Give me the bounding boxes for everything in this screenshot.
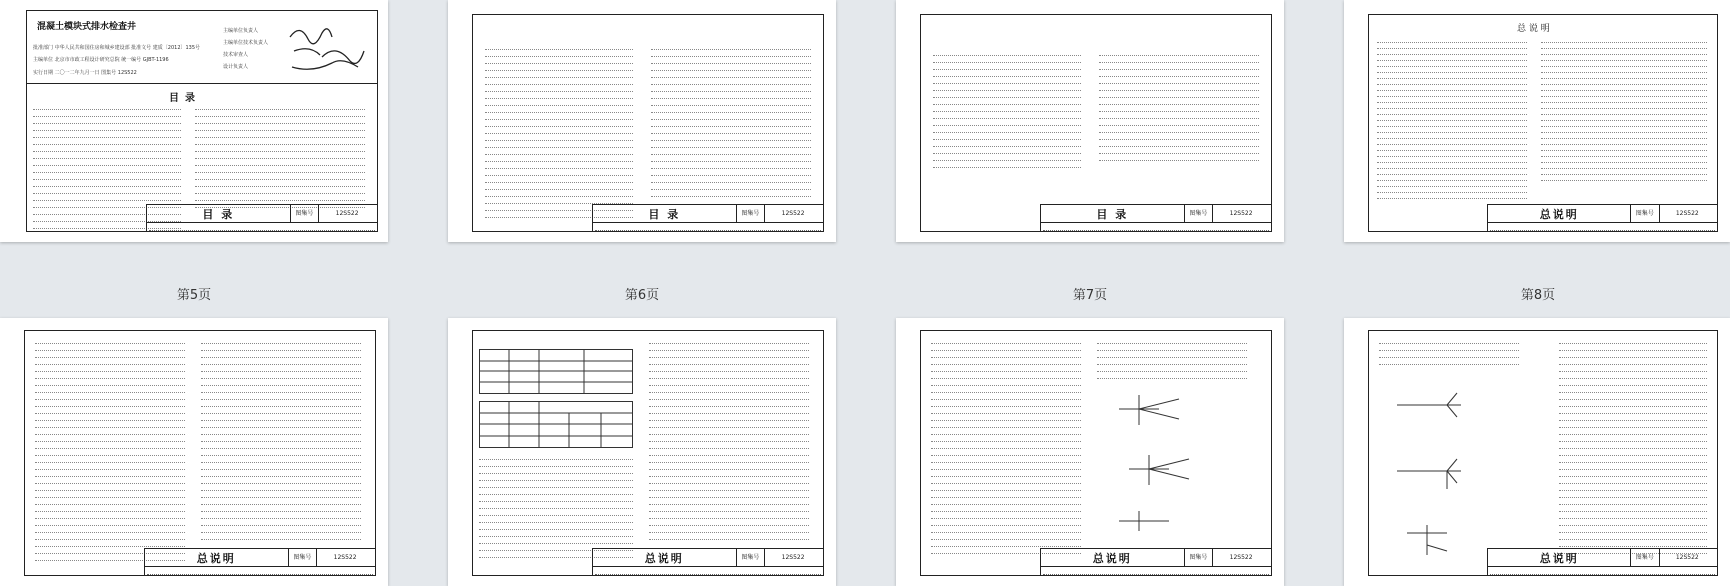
atlas-no-label: 图集号	[736, 549, 766, 566]
page-thumbnail-11[interactable]	[896, 318, 1284, 586]
atlas-no-label: 图集号	[736, 205, 766, 222]
page-thumbnail-5[interactable]	[0, 0, 388, 242]
title-block	[146, 204, 377, 231]
atlas-no: 12S522	[335, 210, 359, 217]
sheet-title: 总说明	[196, 552, 236, 565]
sheet-title: 总说明	[1539, 552, 1579, 565]
atlas-no: 12S522	[333, 554, 357, 561]
page-label-7[interactable]: 第7页	[1072, 288, 1108, 303]
cover-meta-3: 实行日期 二〇一二年九月一日 图集号 12S522	[33, 70, 137, 76]
cover-title: 混凝土模块式排水检查井	[37, 22, 137, 32]
atlas-no-label: 图集号	[290, 205, 320, 222]
resp-3: 技术审查人	[223, 52, 249, 58]
title-block	[1040, 548, 1271, 575]
atlas-no: 12S522	[1229, 554, 1253, 561]
atlas-no-label: 图集号	[1184, 549, 1214, 566]
cover-meta-1: 批准部门 中华人民共和国住房和城乡建设部 批准文号 建质〔2012〕135号	[33, 45, 201, 51]
title-block	[144, 548, 375, 575]
cover-meta-2: 主编单位 北京市市政工程设计研究总院 统一编号 GJBT-1196	[33, 57, 169, 63]
atlas-no: 12S522	[1675, 210, 1699, 217]
page-thumbnail-10[interactable]	[448, 318, 836, 586]
pipe-diagram	[1109, 385, 1249, 535]
resp-2: 主编单位技术负责人	[223, 40, 269, 46]
sheet-title: 总说明	[644, 552, 684, 565]
page-label-5[interactable]: 第5页	[176, 288, 212, 303]
data-table-image	[479, 349, 633, 449]
sheet-title: 总说明	[1539, 208, 1579, 221]
resp-4: 设计负责人	[223, 64, 249, 70]
sheet-title: 目 录	[648, 208, 681, 221]
atlas-no: 12S522	[1675, 554, 1699, 561]
atlas-no: 12S522	[781, 554, 805, 561]
cover-toc-title: 目录	[169, 93, 201, 104]
sheet-title: 目 录	[1096, 208, 1129, 221]
atlas-no-label: 图集号	[1630, 205, 1659, 222]
title-block	[1487, 548, 1717, 575]
page-thumbnail-7[interactable]	[896, 0, 1284, 242]
atlas-no-label: 图集号	[1630, 549, 1659, 566]
labeling-diagram	[1387, 375, 1527, 565]
atlas-no-label: 图集号	[288, 549, 318, 566]
page-label-8[interactable]: 第8页	[1520, 288, 1556, 303]
title-block	[1040, 204, 1271, 231]
sheet-title: 总说明	[1092, 552, 1132, 565]
page-label-6[interactable]: 第6页	[624, 288, 660, 303]
page-thumbnail-8[interactable]	[1344, 0, 1730, 242]
atlas-no: 12S522	[1229, 210, 1253, 217]
title-block	[1487, 204, 1717, 231]
overview-heading: 总 说 明	[1517, 24, 1550, 34]
title-block	[592, 548, 823, 575]
resp-1: 主编单位负责人	[223, 28, 259, 34]
signature-image	[282, 17, 372, 77]
page-thumbnail-6[interactable]	[448, 0, 836, 242]
title-block	[592, 204, 823, 231]
atlas-no-label: 图集号	[1184, 205, 1214, 222]
page-thumbnail-9[interactable]	[0, 318, 388, 586]
sheet-title: 目 录	[202, 208, 235, 221]
atlas-no: 12S522	[781, 210, 805, 217]
page-thumbnail-12[interactable]	[1344, 318, 1730, 586]
